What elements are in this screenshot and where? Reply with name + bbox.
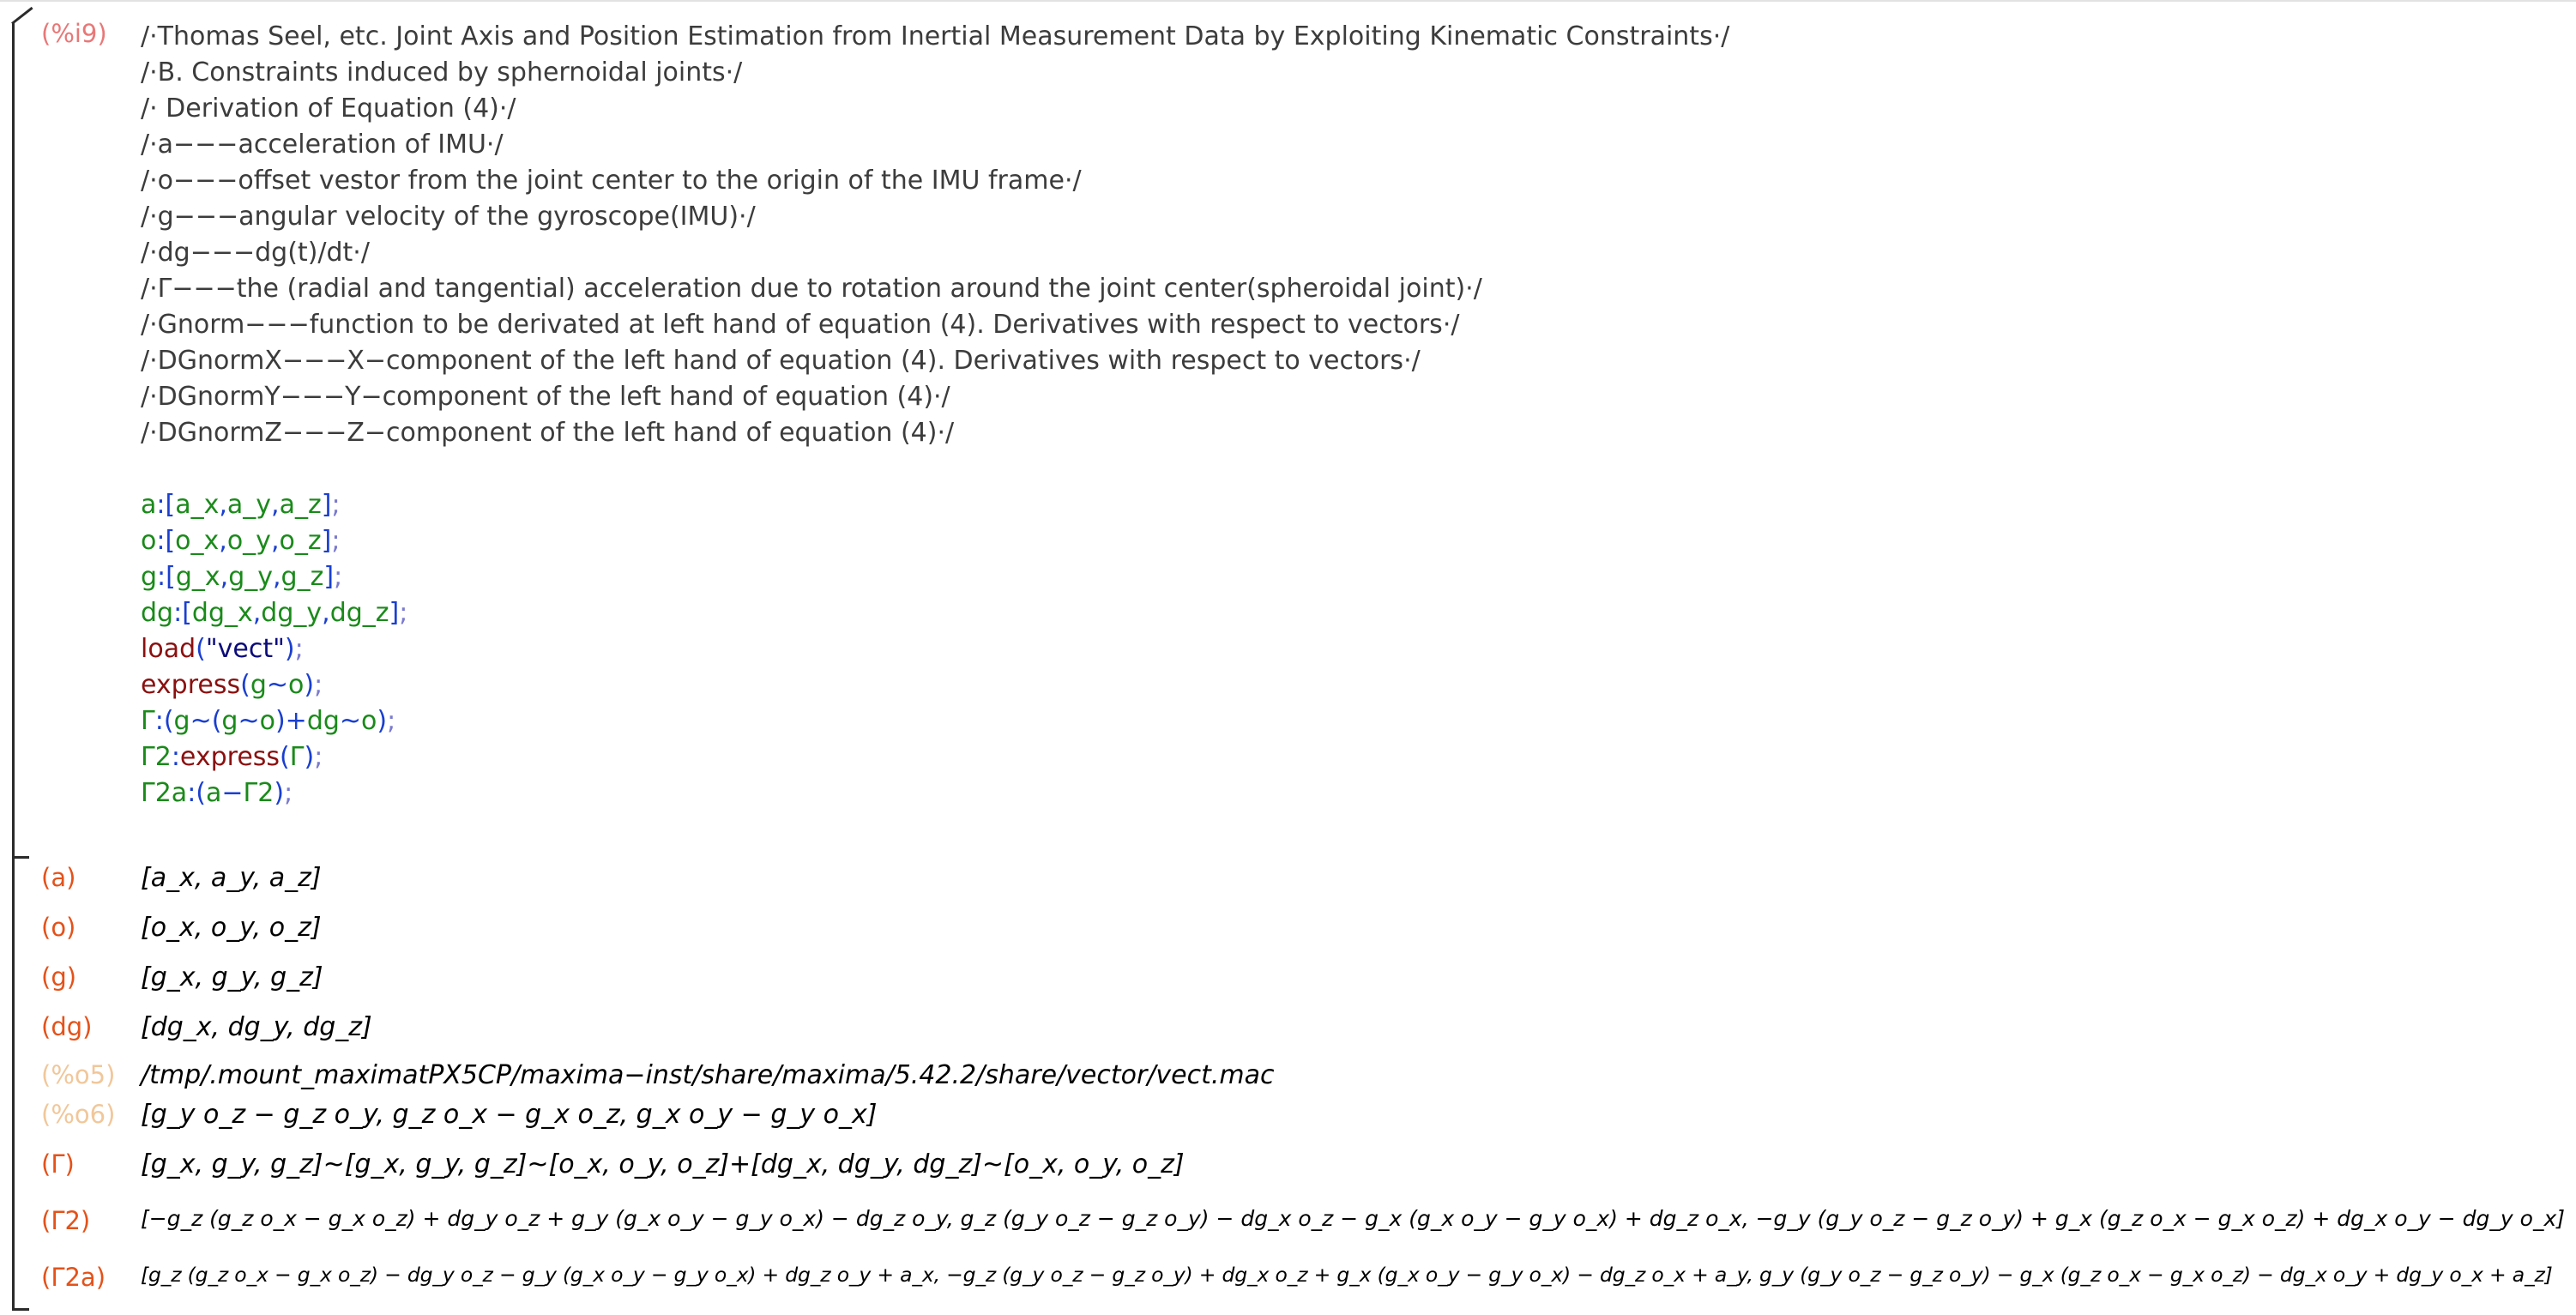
code-operator: ]: [321, 526, 332, 556]
code-variable: dg: [306, 706, 340, 736]
output-label: (Γ2a): [41, 1263, 106, 1292]
output-expression[interactable]: [o_x, o_y, o_z]: [141, 913, 322, 943]
code-variable: o: [361, 706, 377, 736]
code-operator: ): [304, 670, 315, 700]
code-variable: o: [141, 526, 157, 556]
output-row: [0, 1263, 2576, 1307]
code-variable: dg_x: [191, 598, 253, 628]
code-operator: :[: [156, 526, 176, 556]
code-operator: :[: [157, 562, 176, 592]
code-variable: a_y: [226, 490, 272, 520]
code-operator: ,: [270, 526, 280, 556]
code-variable: Γ: [141, 706, 155, 736]
blank-line: [141, 451, 1729, 487]
code-function: express: [179, 742, 281, 772]
code-variable: dg: [141, 598, 174, 628]
code-variable: g_y: [228, 562, 273, 592]
code-semicolon: ;: [399, 598, 408, 628]
code-variable: dg_z: [329, 598, 389, 628]
output-label: (g): [41, 962, 77, 992]
output-row: [0, 913, 2576, 957]
code-operator: ~(: [190, 706, 222, 736]
output-expression[interactable]: [g_x, g_y, g_z]~[g_x, g_y, g_z]~[o_x, o_y, o_z]+[dg_x, dg_y, dg_z]~[o_x, o_y, o_z]: [141, 1149, 1185, 1179]
code-operator: ,: [220, 562, 229, 592]
code-line-load: [141, 631, 1729, 667]
output-cell-bracket-top: [12, 856, 29, 859]
code-operator: ~: [266, 670, 289, 700]
code-operator: ): [284, 634, 295, 664]
code-operator: ,: [322, 598, 330, 628]
output-row: [0, 863, 2576, 908]
comment-line: /·Thomas Seel, etc. Joint Axis and Position Estimation from Inertial Measurement Data by Exploiting Kinematic Constraints·/: [141, 21, 1730, 51]
comment-line: /·dg−−−dg(t)/dt·/: [141, 238, 370, 268]
output-row: [0, 1206, 2576, 1251]
code-operator: ]: [389, 598, 400, 628]
code-variable: a: [141, 490, 157, 520]
code-semicolon: ;: [331, 490, 341, 520]
comment-line: /·DGnormZ−−−Z−component of the left hand of equation (4)·/: [141, 418, 955, 448]
code-function: load: [141, 634, 196, 664]
code-semicolon: ;: [314, 742, 323, 772]
code-variable: o_z: [279, 526, 322, 556]
output-label: (dg): [41, 1012, 93, 1041]
output-label: (%o6): [41, 1100, 116, 1129]
code-variable: a_x: [175, 490, 220, 520]
code-operator: :[: [156, 490, 176, 520]
code-variable: a_z: [279, 490, 322, 520]
code-operator: ~: [238, 706, 260, 736]
code-variable: g_x: [175, 562, 220, 592]
code-operator: ]: [321, 490, 332, 520]
output-expression[interactable]: [g_x, g_y, g_z]: [141, 962, 323, 992]
code-semicolon: ;: [334, 562, 343, 592]
code-semicolon: ;: [387, 706, 396, 736]
comment-line: /·DGnormY−−−Y−component of the left hand of equation (4)·/: [141, 382, 950, 412]
code-variable: o_x: [175, 526, 220, 556]
code-line-express: [141, 667, 1729, 703]
comment-line: /· Derivation of Equation (4)·/: [141, 93, 516, 124]
code-operator: ,: [271, 490, 280, 520]
code-string: "vect": [205, 634, 285, 664]
output-row: [0, 1060, 2576, 1105]
code-operator: ): [304, 742, 315, 772]
code-line-assign-dg: [141, 595, 1729, 631]
code-function: express: [141, 670, 241, 700]
code-operator: :(: [187, 778, 206, 808]
input-cell-bracket-corner: [11, 7, 33, 25]
output-row: [0, 1012, 2576, 1057]
cell-separator: [0, 0, 2576, 2]
code-operator: (: [196, 634, 206, 664]
comment-line: /·a−−−acceleration of IMU·/: [141, 130, 504, 160]
code-operator: ): [377, 706, 388, 736]
comment-line: /·g−−−angular velocity of the gyroscope(IMU)·/: [141, 202, 756, 232]
input-label: (%i9): [41, 19, 107, 48]
code-line-assign-o: [141, 523, 1729, 559]
code-operator: ,: [219, 490, 227, 520]
code-variable: Γ2a: [141, 778, 188, 808]
code-operator: ,: [252, 598, 262, 628]
output-label: (o): [41, 913, 76, 942]
input-cell-editor[interactable]: [141, 19, 1729, 811]
output-expression[interactable]: [−g_z (g_z o_x − g_x o_z) + dg_y o_z + g_y (g_x o_y − g_y o_x) − dg_z o_y, g_z (g_y o_z − g_z o_y) − dg_x o_z − g_x (g_x o_y − g_y o_x) + dg_z o_x, −g_y (g_y o_z − g_z o_y) + g_x (g_z o_x − g_x o_z) + dg_x o_y − dg_y o_x]: [141, 1206, 2565, 1231]
comment-line: /·DGnormX−−−X−component of the left hand of equation (4). Derivatives with respect to vectors·/: [141, 346, 1421, 376]
code-variable: o: [259, 706, 275, 736]
output-expression[interactable]: /tmp/.mount_maximatPX5CP/maxima−inst/share/maxima/5.42.2/share/vector/vect.mac: [141, 1060, 1275, 1090]
code-operator: :: [171, 742, 180, 772]
code-semicolon: ;: [284, 778, 293, 808]
code-operator: ~: [339, 706, 362, 736]
comment-line: /·Γ−−−the (radial and tangential) acceleration due to rotation around the joint center(spheroidal joint)·/: [141, 274, 1482, 304]
output-cell-bracket-bottom: [12, 1308, 29, 1311]
comment-line: /·B. Constraints induced by sphernoidal joints·/: [141, 57, 743, 87]
code-variable: g: [173, 706, 190, 736]
output-expression[interactable]: [a_x, a_y, a_z]: [141, 863, 322, 893]
code-operator: (: [280, 742, 290, 772]
code-line-assign-gamma2a: [141, 775, 1729, 811]
input-cell-bracket[interactable]: [12, 22, 15, 856]
code-variable: g_z: [281, 562, 324, 592]
code-operator: ,: [219, 526, 227, 556]
code-variable: g: [250, 670, 267, 700]
code-variable: g: [141, 562, 158, 592]
output-expression[interactable]: [g_z (g_z o_x − g_x o_z) − dg_y o_z − g_y (g_x o_y − g_y o_x) + dg_z o_y + a_x, −g_z (g_y o_z − g_z o_y) + dg_x o_z + g_x (g_x o_y − g_y o_x) − dg_z o_x + a_y, g_y (g_y o_z − g_z o_y) − g_x (g_z o_x − g_x o_z) − dg_x o_y + dg_y o_x + a_z]: [141, 1263, 2553, 1287]
code-variable: dg_y: [261, 598, 323, 628]
code-operator: ): [274, 778, 285, 808]
code-semicolon: ;: [294, 634, 304, 664]
output-expression[interactable]: [g_y o_z − g_z o_y, g_z o_x − g_x o_z, g_x o_y − g_y o_x]: [141, 1100, 878, 1130]
code-operator: :[: [173, 598, 192, 628]
code-operator: )+: [274, 706, 307, 736]
code-variable: g: [221, 706, 238, 736]
output-row: [0, 1100, 2576, 1144]
output-label: (Γ2): [41, 1206, 91, 1235]
output-label: (Γ): [41, 1149, 75, 1179]
output-expression[interactable]: [dg_x, dg_y, dg_z]: [141, 1012, 372, 1042]
code-semicolon: ;: [331, 526, 341, 556]
comment-line: /·Gnorm−−−function to be derivated at left hand of equation (4). Derivatives with respect to vectors·/: [141, 310, 1460, 340]
code-semicolon: ;: [314, 670, 323, 700]
code-line-assign-g: [141, 559, 1729, 595]
output-row: [0, 962, 2576, 1007]
code-operator: −: [221, 778, 244, 808]
code-variable: o: [288, 670, 305, 700]
code-line-assign-a: [141, 487, 1729, 523]
comment-line: /·o−−−offset vestor from the joint center to the origin of the IMU frame·/: [141, 166, 1082, 196]
code-variable: Γ: [289, 742, 305, 772]
code-line-assign-gamma2: [141, 739, 1729, 775]
output-label: (%o5): [41, 1060, 116, 1089]
output-label: (a): [41, 863, 76, 892]
code-operator: (: [240, 670, 250, 700]
code-line-assign-gamma: [141, 703, 1729, 739]
code-variable: o_y: [226, 526, 271, 556]
code-variable: Γ2: [141, 742, 172, 772]
code-operator: ,: [273, 562, 281, 592]
code-operator: ]: [323, 562, 335, 592]
code-operator: :(: [154, 706, 174, 736]
code-variable: a: [206, 778, 222, 808]
output-row: [0, 1149, 2576, 1194]
code-variable: Γ2: [243, 778, 274, 808]
